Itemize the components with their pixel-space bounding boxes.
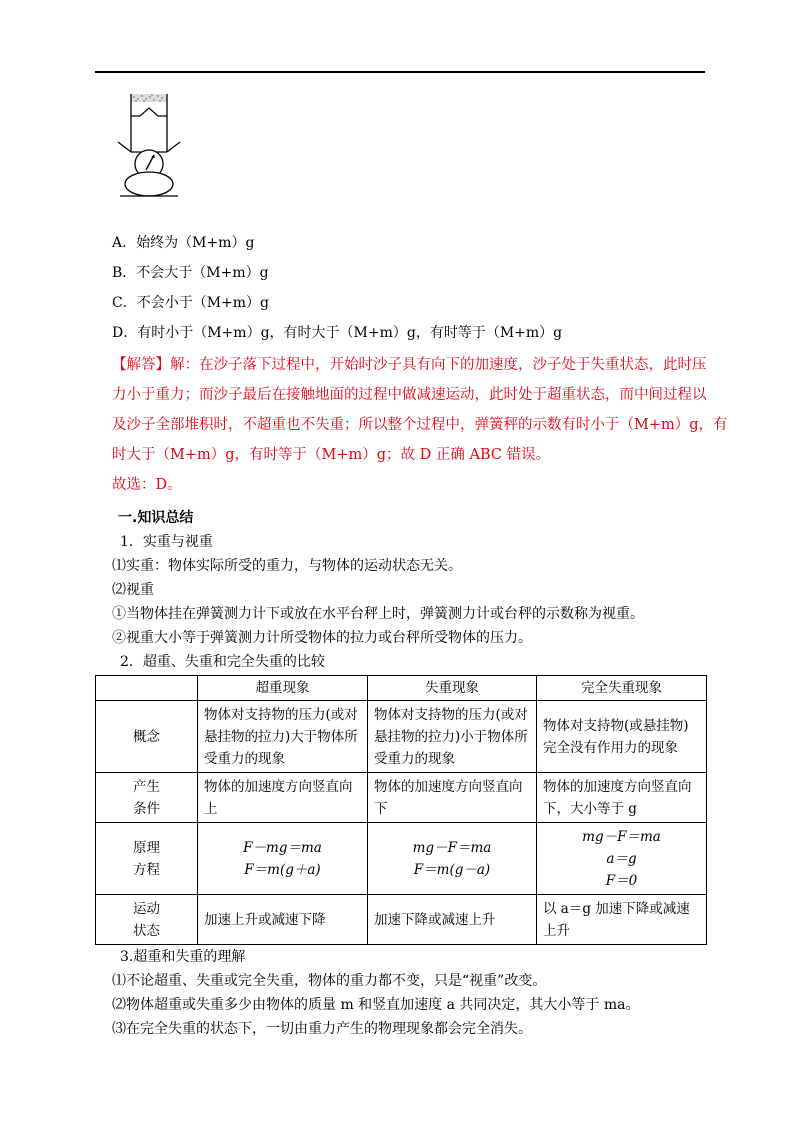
answer-line-4: 时大于（M+m）g，有时等于（M+m）g；故 D 正确 ABC 错误。 <box>112 447 551 463</box>
option-c: C．不会小于（M+m）g <box>112 295 270 311</box>
table-header-cell: 完全失重现象 <box>537 676 707 701</box>
equation: a＝g <box>606 850 637 867</box>
table-cell: 加速下降或减速上升 <box>368 895 537 945</box>
table-row <box>96 701 707 773</box>
row-label <box>96 823 198 895</box>
answer-tag: 【解答】 <box>112 357 170 373</box>
table-cell: 物体的加速度方向竖直向下 <box>368 773 537 823</box>
section-1-p2: ⑵视重 <box>112 582 154 598</box>
equation: F＝m(g－a) <box>413 861 491 878</box>
table-row <box>96 773 707 823</box>
row-label-line: 产生 <box>133 778 160 795</box>
equation: mg－F＝ma <box>412 839 492 856</box>
sand-scale-figure <box>110 92 190 202</box>
row-label-line: 运动 <box>133 900 160 917</box>
answer-choice: 故选：D。 <box>112 477 182 493</box>
row-label-line: 状态 <box>133 922 160 939</box>
row-label: 概念 <box>96 701 198 773</box>
equation: F－mg＝ma <box>243 839 322 856</box>
section-3-p1: ⑴不论超重、失重或完全失重，物体的重力都不变，只是“视重”改变。 <box>112 973 547 989</box>
table-cell: 物体的加速度方向竖直向下，大小等于 g <box>537 773 707 823</box>
row-label-line: 条件 <box>133 800 160 817</box>
option-d: D．有时小于（M+m）g，有时大于（M+m）g，有时等于（M+m）g <box>112 325 563 341</box>
option-b: B．不会大于（M+m）g <box>112 265 269 281</box>
section-1-p1: ⑴实重：物体实际所受的重力，与物体的运动状态无关。 <box>112 558 462 574</box>
section-1-title: 1．实重与视重 <box>120 534 213 550</box>
answer-explanation <box>112 350 728 500</box>
row-label <box>96 895 198 945</box>
table-header-row <box>96 676 707 701</box>
option-a: A．始终为（M+m）g <box>112 235 255 251</box>
table-header-cell <box>96 676 198 701</box>
equation: mg－F＝ma <box>582 828 661 845</box>
section-3-p2: ⑵物体超重或失重多少由物体的质量 m 和竖直加速度 a 共同决定，其大小等于 ma。 <box>112 997 640 1013</box>
equation: F＝0 <box>605 872 638 889</box>
table-cell: 以 a＝g 加速下降或减速上升 <box>537 895 707 945</box>
table-cell: 物体对支持物的压力(或对悬挂物的拉力)小于物体所受重力的现象 <box>368 701 537 773</box>
table-header-cell: 超重现象 <box>198 676 368 701</box>
answer-line-3: 及沙子全部堆积时，不超重也不失重；所以整个过程中，弹簧秤的示数有时小于（M+m）g，有 <box>112 417 728 433</box>
row-label-line: 原理 <box>133 839 160 856</box>
table-row <box>96 895 707 945</box>
section-1-p4: ②视重大小等于弹簧测力计所受物体的拉力或台秤所受物体的压力。 <box>112 630 532 646</box>
summary-heading: 一.知识总结 <box>118 510 194 526</box>
section-1-p3: ①当物体挂在弹簧测力计下或放在水平台秤上时，弹簧测力计或台秤的示数称为视重。 <box>112 606 644 622</box>
section-3-p3: ⑶在完全失重的状态下，一切由重力产生的物理现象都会完全消失。 <box>112 1021 532 1037</box>
table-cell: 物体的加速度方向竖直向上 <box>198 773 368 823</box>
table-cell: 加速上升或减速下降 <box>198 895 368 945</box>
row-label <box>96 773 198 823</box>
comparison-table <box>95 675 707 945</box>
table-cell <box>537 823 707 895</box>
answer-line-2: 力小于重力；而沙子最后在接触地面的过程中做减速运动，此时处于超重状态，而中间过程以 <box>112 387 707 403</box>
answer-line-1: 解：在沙子落下过程中，开始时沙子具有向下的加速度，沙子处于失重状态，此时压 <box>170 357 707 373</box>
equation: F＝m(g＋a) <box>244 861 321 878</box>
table-cell: 物体对支持物的压力(或对悬挂物的拉力)大于物体所受重力的现象 <box>198 701 368 773</box>
table-cell: 物体对支持物(或悬挂物)完全没有作用力的现象 <box>537 701 707 773</box>
header-rule <box>95 71 705 73</box>
section-2-title: 2．超重、失重和完全失重的比较 <box>120 654 325 670</box>
row-label-line: 方程 <box>133 861 160 878</box>
section-3-title: 3.超重和失重的理解 <box>120 949 246 965</box>
table-row <box>96 823 707 895</box>
table-header-cell: 失重现象 <box>368 676 537 701</box>
table-cell <box>198 823 368 895</box>
table-cell <box>368 823 537 895</box>
